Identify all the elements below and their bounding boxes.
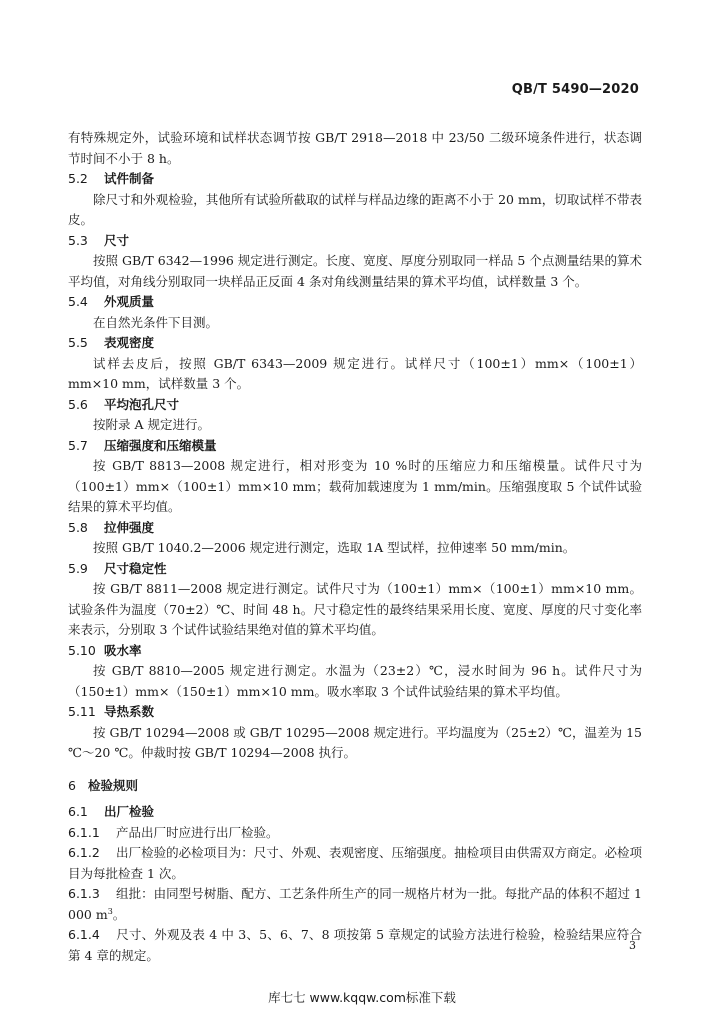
section-number: 5.7 [68, 437, 88, 453]
section-title: 压缩强度和压缩模量 [104, 437, 217, 453]
clause-number: 6.1.3 [68, 886, 100, 901]
section-title: 吸水率 [104, 642, 142, 658]
clause-6-1-2 [68, 843, 642, 884]
section-number: 5.9 [68, 560, 88, 576]
clause-number: 6.1.4 [68, 927, 100, 942]
section-title: 表观密度 [104, 335, 155, 350]
section-number: 5.8 [68, 519, 88, 535]
section-number: 5.5 [68, 335, 88, 350]
clause-number: 6.1.2 [68, 845, 100, 860]
section-text: 试样去皮后，按照 GB/T 6343—2009 规定进行。试样尺寸（100±1）mm×（100±1）mm×10 mm，试样数量 3 个。 [68, 355, 642, 391]
page-number: 3 [629, 939, 636, 952]
section-number: 5.10 [68, 642, 96, 658]
clause-text: 产品出厂时应进行出厂检验。 [116, 824, 279, 840]
section-text: 按 GB/T 10294—2008 或 GB/T 10295—2008 规定进行。平均温度为（25±2）℃，温差为 15 ℃～20 ℃。仲裁时按 GB/T 10294—2008 执行。 [68, 724, 642, 760]
section-title: 导热系数 [104, 704, 155, 719]
section-5-4 [68, 292, 642, 333]
section-5-6 [68, 395, 642, 436]
section-title: 拉伸强度 [104, 519, 155, 535]
section-number: 5.3 [68, 232, 88, 248]
section-text: 按 GB/T 8811—2008 规定进行测定。试件尺寸为（100±1）mm×（100±1）mm×10 mm。试验条件为温度（70±2）℃、时间 48 h。尺寸稳定性的最终结果采用长度、宽度、厚度的尺寸变化率来表示，分别取 3 个试件试验结果绝对值的算术平均值。 [68, 581, 642, 637]
section-title: 出厂检验 [104, 804, 155, 819]
section-6-1-heading [68, 802, 642, 823]
section-5-2 [68, 169, 642, 231]
section-text: 按照 GB/T 6342—1996 规定进行测定。长度、宽度、厚度分别取同一样品 5 个点测量结果的算术平均值，对角线分别取同一块样品正反面 4 条对角线测量结果的算术平均值，试样数量 3 个。 [68, 253, 642, 289]
section-text: 在自然光条件下目测。 [93, 314, 219, 330]
section-5-3 [68, 231, 642, 293]
clause-6-1-3 [68, 884, 642, 925]
section-5-8 [68, 518, 642, 559]
section-title: 尺寸 [104, 232, 130, 248]
section-title: 尺寸稳定性 [104, 560, 167, 576]
section-title: 试件制备 [104, 171, 155, 186]
standard-code: QB/T 5490—2020 [511, 82, 639, 97]
section-5-9 [68, 559, 642, 641]
chapter-6-heading [68, 776, 642, 797]
section-5-10 [68, 641, 642, 703]
section-title: 平均泡孔尺寸 [104, 396, 180, 412]
footer-watermark: 库七七 www.kqqw.com标准下载 [268, 990, 456, 1005]
clause-text: 组批：由同型号树脂、配方、工艺条件所生产的同一规格片材为一批。每批产品的体积不超过 1 000 m [68, 886, 642, 922]
clause-6-1-4 [68, 925, 642, 966]
section-text: 除尺寸和外观检验，其他所有试验所截取的试样与样品边缘的距离不小于 20 mm，切取试样不带表皮。 [68, 191, 642, 227]
section-number: 5.6 [68, 396, 88, 412]
superscript: 3 [107, 906, 113, 916]
section-5-11 [68, 702, 642, 764]
clause-text: 尺寸、外观及表 4 中 3、5、6、7、8 项按第 5 章规定的试验方法进行检验，检验结果应符合第 4 章的规定。 [68, 927, 642, 963]
section-number: 5.11 [68, 704, 96, 719]
section-text: 按 GB/T 8813—2008 规定进行，相对形变为 10 %时的压缩应力和压缩模量。试件尺寸为（100±1）mm×（100±1）mm×10 mm；载荷加载速度为 1 mm/min。压缩强度取 5 个试件试验结果的算术平均值。 [68, 458, 642, 514]
section-title: 外观质量 [104, 294, 155, 309]
section-number: 5.2 [68, 171, 88, 186]
section-5-5 [68, 333, 642, 395]
chapter-number: 6 [68, 777, 76, 793]
section-text: 按附录 A 规定进行。 [93, 417, 210, 432]
document-body [68, 128, 642, 966]
section-number: 6.1 [68, 804, 88, 819]
section-text: 按照 GB/T 1040.2—2006 规定进行测定，选取 1A 型试样，拉伸速率 50 mm/min。 [93, 540, 576, 555]
chapter-title: 检验规则 [88, 777, 139, 793]
clause-number: 6.1.1 [68, 824, 100, 840]
clause-text: 出厂检验的必检项目为：尺寸、外观、表观密度、压缩强度。抽检项目由供需双方商定。必检项目为每批检查 1 次。 [68, 845, 642, 881]
clause-6-1-1 [68, 823, 642, 844]
section-5-7 [68, 436, 642, 518]
section-number: 5.4 [68, 294, 88, 309]
section-text: 按 GB/T 8810—2005 规定进行测定。水温为（23±2）℃，浸水时间为 96 h。试件尺寸为（150±1）mm×（150±1）mm×10 mm。吸水率取 3 个试件试验结果的算术平均值。 [68, 663, 642, 699]
intro-paragraph: 有特殊规定外，试验环境和试样状态调节按 GB/T 2918—2018 中 23/50 二级环境条件进行，状态调节时间不小于 8 h。 [68, 130, 642, 166]
clause-tail: 。 [112, 906, 126, 922]
